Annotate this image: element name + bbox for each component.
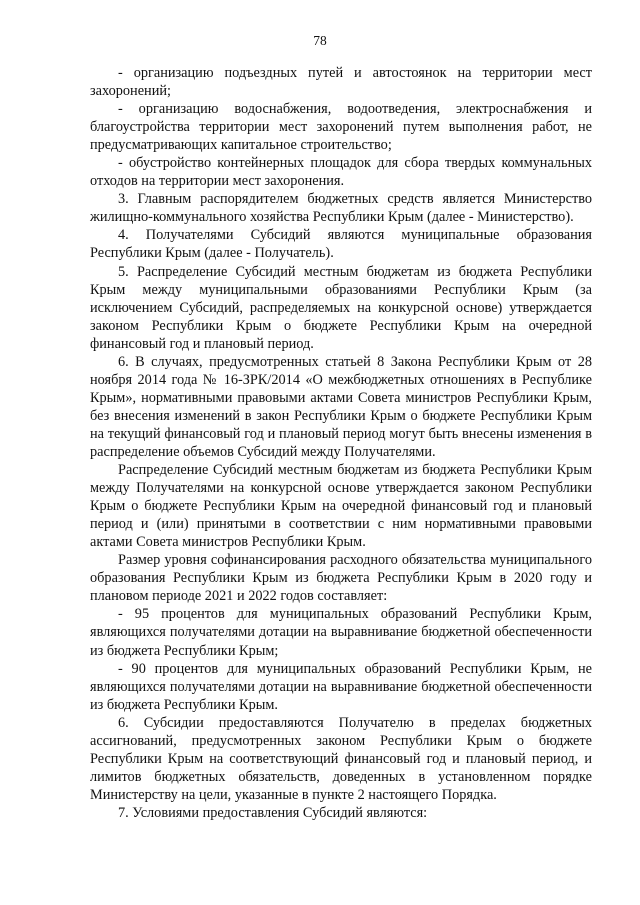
paragraph-budget-allocations: 6. Субсидии предоставляются Получателю в пределах бюджетных ассигнований, предусмотренных законом Республики Крым о бюджете Республики Крым на соответствующий финансовый год и плановый период, и лимитов бюджетных обязательств, доведенных в установленном порядке Министерству на цели, указанные в пункте 2 настоящего Порядка. xyxy=(90,714,592,803)
paragraph-90-percent: - 90 процентов для муниципальных образований Республики Крым, не являющихся получателями дотации на выравнивание бюджетной обеспеченности из бюджета Республики Крым. xyxy=(90,660,592,713)
paragraph-water-supply: - организацию водоснабжения, водоотведения, электроснабжения и благоустройства территории мест захоронений путем выполнения работ, не предусматривающих капитальное строительство; xyxy=(90,101,592,154)
paragraph-main-administrator: 3. Главным распорядителем бюджетных средств является Министерство жилищно-коммунального хозяйства Республики Крым (далее - Министерство). xyxy=(90,191,592,226)
paragraph-95-percent: - 95 процентов для муниципальных образований Республики Крым, являющихся получателями дотации на выравнивание бюджетной обеспеченности из бюджета Республики Крым; xyxy=(90,606,592,659)
paragraph-changes: 6. В случаях, предусмотренных статьей 8 Закона Республики Крым от 28 ноября 2014 года № 16-ЗРК/2014 «О межбюджетных отношениях в Республике Крым», нормативными правовыми актами Совета министров Республики Крым, без внесения изменений в закон Республики Крым о бюджете Республики Крым на текущий финансовый год и плановый период могут быть внесены изменения в распределение объемов Субсидий между Получателями. xyxy=(90,353,592,460)
paragraph-competitive-distribution: Распределение Субсидий местным бюджетам из бюджета Республики Крым между Получателями на конкурсной основе утверждается законом Республики Крым о бюджете Республики Крым на очередной финансовый год и плановый период и (или) принятыми в соответствии с ним нормативными правовыми актами Совета министров Республики Крым. xyxy=(90,462,592,551)
paragraph-recipients: 4. Получателями Субсидий являются муниципальные образования Республики Крым (далее - Получатель). xyxy=(90,227,592,262)
document-body xyxy=(90,64,592,822)
paragraph-cofinancing-level: Размер уровня софинансирования расходного обязательства муниципального образования Республики Крым из бюджета Республики Крым в 2020 году и плановом периоде 2021 и 2022 годов составляет: xyxy=(90,552,592,605)
page-number: 78 xyxy=(313,33,327,48)
paragraph-conditions: 7. Условиями предоставления Субсидий являются: xyxy=(118,804,428,821)
paragraph-container-sites: - обустройство контейнерных площадок для сбора твердых коммунальных отходов на территории мест захоронения. xyxy=(90,155,592,190)
paragraph-distribution: 5. Распределение Субсидий местным бюджетам из бюджета Республики Крым между муниципальными образованиями Республики Крым (за исключением Субсидий, распределяемых на конкурсной основе) утверждается законом Республики Крым о бюджете Республики Крым на очередной финансовый год и плановый период. xyxy=(90,263,592,352)
paragraph-access-roads: - организацию подъездных путей и автостоянок на территории мест захоронений; xyxy=(90,65,592,100)
